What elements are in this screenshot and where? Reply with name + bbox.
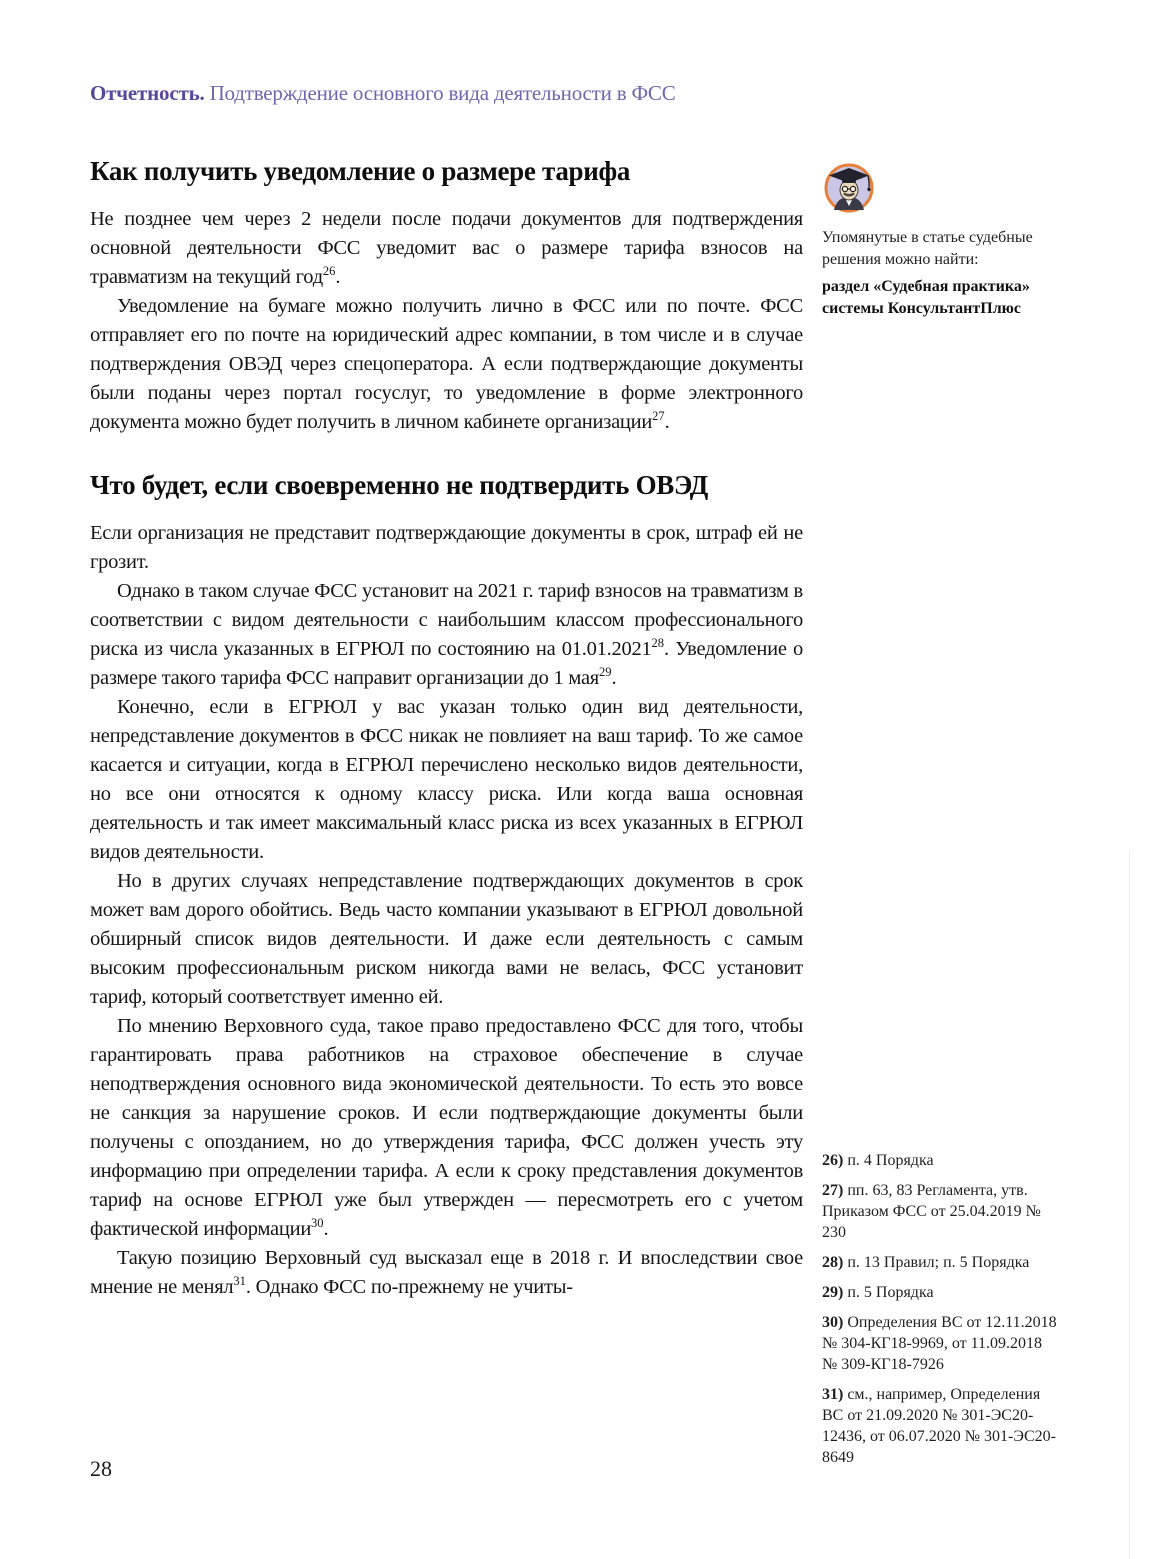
sidebar-note-intro: Упомянутые в статье судебные решения можно найти: — [822, 229, 1033, 268]
sidebar-note — [822, 163, 1046, 320]
footnote-number: 26) — [822, 1152, 848, 1169]
text-run: Уведомление на бумаге можно получить лично в ФСС или по почте. ФСС отправляет его по почте на юридический адрес компании, в том числе и в случае подтверждения ОВЭД через спецоператора. А если подтверждающие документы были поданы через портал госуслуг, то уведомление в форме электронного документа можно будет получить в личном кабинете организации — [90, 295, 803, 433]
body-paragraph — [90, 1244, 803, 1302]
footnote-ref: 29 — [598, 665, 612, 680]
footnote-number: 28) — [822, 1254, 848, 1271]
footnote-number: 30) — [822, 1314, 848, 1331]
text-run: Конечно, если в ЕГРЮЛ у вас указан только один вид деятельности, непредставление документов в ФСС никак не повлияет на ваш тариф. То же самое касается и ситуации, когда в ЕГРЮЛ перечислено несколько видов деятельности, но все они относятся к одному классу риска. Или когда ваша основная деятельность и так имеет максимальный класс риска из всех указанных в ЕГРЮЛ видов деятельности. — [90, 696, 803, 863]
footnote-ref: 28 — [651, 636, 664, 651]
footnote-item — [822, 1150, 1058, 1171]
text-run: . Уведомление о размере такого тарифа ФСС направит организации до 1 мая — [90, 638, 803, 689]
article-body — [90, 156, 803, 1302]
text-run: Такую позицию Верховный суд высказал еще в 2018 г. И впоследствии свое мнение не менял — [90, 1247, 803, 1298]
footnote-text: см., например, Определения ВС от 21.09.2020 № 301-ЭС20-12436, от 06.07.2020 № 301-ЭС20-8649 — [822, 1386, 1056, 1466]
footnote-item — [822, 1282, 1058, 1303]
scan-edge-artifact — [1129, 850, 1130, 1559]
footnote-item — [822, 1252, 1058, 1273]
masthead-article-title: Подтверждение основного вида деятельности в ФСС — [204, 81, 676, 105]
footnotes-block — [822, 1150, 1058, 1477]
footnote-ref: 27 — [652, 409, 665, 424]
text-run: . — [335, 266, 341, 288]
footnote-item — [822, 1180, 1058, 1243]
article-sections — [90, 156, 803, 1302]
sidebar-note-reference: раздел «Судебная практика» системы КонсультантПлюс — [822, 278, 1030, 317]
footnote-ref: 26 — [322, 264, 336, 279]
footnote-item — [822, 1384, 1058, 1468]
footnote-text: п. 13 Правил; п. 5 Порядка — [847, 1254, 1030, 1271]
body-paragraph — [90, 867, 803, 1012]
footnote-number: 31) — [822, 1386, 848, 1403]
section-heading: Как получить уведомление о размере тарифа — [90, 156, 631, 186]
footnote-item — [822, 1312, 1058, 1375]
body-paragraph — [90, 1012, 803, 1244]
footnote-number: 27) — [822, 1182, 848, 1199]
section-heading: Что будет, если своевременно не подтвердить ОВЭД — [90, 470, 709, 500]
judge-scholar-icon — [824, 163, 874, 213]
text-run: Но в других случаях непредставление подтверждающих документов в срок может вам дорого обойтись. Ведь часто компании указывают в ЕГРЮЛ довольной обширный список видов деятельности. И даже если деятельность с самым высоким профессиональным риском никогда вами не велась, ФСС установит тариф, который соответствует именно ей. — [90, 870, 803, 1008]
masthead-section-label: Отчетность. — [90, 81, 205, 105]
text-run: . — [611, 667, 617, 689]
footnote-ref: 31 — [233, 1274, 246, 1289]
footnotes-list — [822, 1150, 1058, 1468]
body-paragraph — [90, 205, 803, 292]
page-number: 28 — [90, 1456, 112, 1481]
text-run: Не позднее чем через 2 недели после подачи документов для подтверждения основной деятельности ФСС уведомит вас о размере тарифа взносов на травматизм на текущий год — [90, 208, 803, 288]
footnote-number: 29) — [822, 1284, 848, 1301]
footnote-text: пп. 63, 83 Регламента, утв. Приказом ФСС от 25.04.2019 № 230 — [822, 1182, 1041, 1241]
body-paragraph — [90, 292, 803, 437]
masthead — [90, 80, 850, 106]
text-run: По мнению Верховного суда, такое право предоставлено ФСС для того, чтобы гарантировать права работников на страховое обеспечение в случае неподтверждения основного вида экономической деятельности. То есть это вовсе не санкция за нарушение сроков. И если подтверждающие документы были получены с опозданием, но до утверждения тарифа, ФСС должен учесть эту информацию при определении тарифа. А если к сроку представления документов тариф на основе ЕГРЮЛ уже был утвержден — пересмотреть его с учетом фактической информации — [90, 1015, 803, 1240]
body-paragraph — [90, 519, 803, 577]
text-run: . — [323, 1218, 329, 1240]
footnote-text: Определения ВС от 12.11.2018 № 304-КГ18-9969, от 11.09.2018 № 309-КГ18-7926 — [822, 1314, 1057, 1373]
footnote-text: п. 4 Порядка — [847, 1152, 934, 1169]
text-run: Однако в таком случае ФСС установит на 2021 г. тариф взносов на травматизм в соответствии с видом деятельности с наибольшим классом профессионального риска из числа указанных в ЕГРЮЛ по состоянию на 01.01.2021 — [90, 580, 803, 660]
text-run: . Однако ФСС по-прежнему не учиты- — [245, 1276, 573, 1298]
text-run: . — [664, 411, 670, 433]
footnote-ref: 30 — [311, 1216, 324, 1231]
footnote-text: п. 5 Порядка — [847, 1284, 934, 1301]
body-paragraph — [90, 693, 803, 867]
body-paragraph — [90, 577, 803, 693]
text-run: Если организация не представит подтверждающие документы в срок, штраф ей не грозит. — [90, 522, 803, 573]
